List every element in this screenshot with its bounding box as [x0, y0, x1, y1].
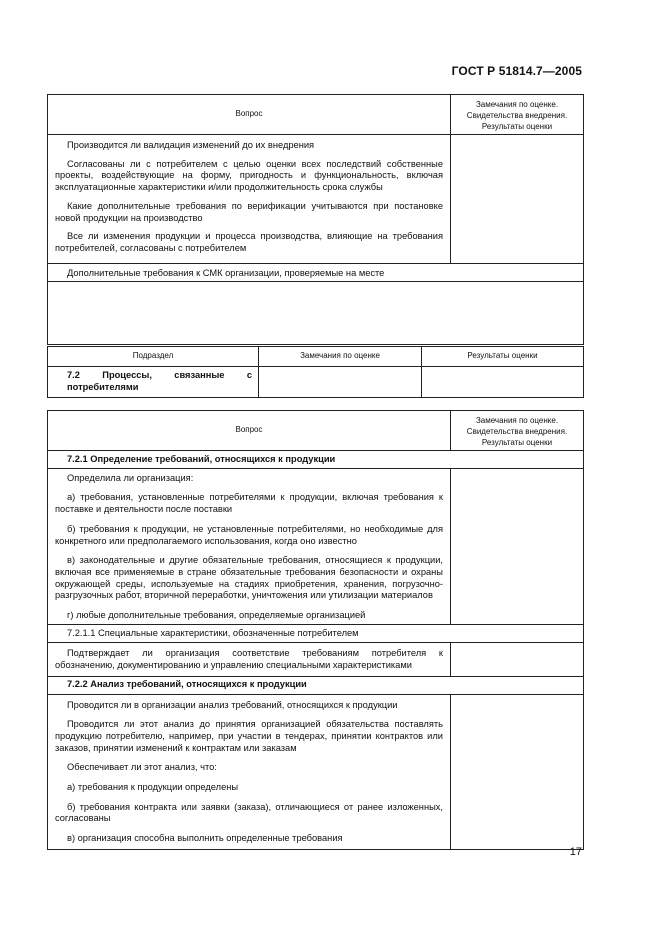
section-heading-7-2-1: 7.2.1 Определение требований, относящихся к продукции [48, 451, 584, 469]
section-heading-7-2-1-1: 7.2.1.1 Специальные характеристики, обозначенные потребителем [48, 624, 584, 643]
page-number: 17 [569, 846, 582, 858]
question-item: б) требования к продукции, не установленные потребителями, но необходимые для конкретного или предполагаемого использования, когда оно известно [55, 523, 443, 546]
question-item: Проводится ли в организации анализ требований, относящихся к продукции [67, 699, 398, 710]
question-item: б) требования контракта или заявки (заказа), отличающиеся от ранее изложенных, согласованы [55, 801, 443, 824]
questions-cell-7-2-1-1 [48, 643, 451, 676]
question-item: Согласованы ли с потребителем с целью оценки всех последствий собственные проекты, воздействующие на форму, пригодность и функциональность, включая эксплуатационные характеристики и/или продолжительность срока службы [55, 158, 443, 193]
column-header-remarks: Замечания по оценке. Свидетельства внедрения. Результаты оценки [451, 411, 584, 451]
column-header-remarks: Замечания по оценке. Свидетельства внедрения. Результаты оценки [451, 95, 584, 135]
question-item: Определила ли организация: [67, 472, 194, 483]
remarks-cell [451, 135, 584, 264]
question-item: г) любые дополнительные требования, определяемые организацией [67, 610, 366, 621]
section-heading-7-2-2: 7.2.2 Анализ требований, относящихся к продукции [48, 676, 584, 694]
question-item: а) требования к продукции определены [67, 782, 239, 793]
column-header-results: Результаты оценки [422, 347, 584, 367]
question-item: Все ли изменения продукции и процесса производства, влияющие на требования потребителей, согласованы с потребителем [55, 231, 443, 253]
subsection-table [47, 346, 584, 398]
column-header-question: Вопрос [48, 95, 451, 135]
question-item: а) требования, установленные потребителями к продукции, включая требования к поставке и деятельности после поставки [55, 492, 443, 515]
question-item: в) законодательные и другие обязательные требования, относящиеся к продукции, включая все применяемые в стране обязательные требования безопасности и охраны окружающей среды, используемые на стадиях приобретения, хранения, погрузочно-разгрузочных работ, вторичной переработки, уничтожения или утилизации материалов [55, 555, 443, 601]
column-header-remarks: Замечания по оценке [259, 347, 422, 367]
column-header-subsection: Подраздел [48, 347, 259, 367]
additional-requirements-blank [48, 282, 584, 345]
questions-cell-7-2-2 [48, 694, 451, 849]
document-standard-number: ГОСТ Р 51814.7—2005 [451, 64, 582, 78]
remarks-cell [451, 694, 584, 849]
additional-requirements-label: Дополнительные требования к СМК организации, проверяемые на месте [67, 267, 385, 278]
questions-cell-7-2-1 [48, 468, 451, 624]
questions-table-1 [47, 94, 584, 345]
questions-table-2 [47, 410, 584, 850]
question-item: Производится ли валидация изменений до их внедрения [67, 140, 315, 150]
column-header-question: Вопрос [48, 411, 451, 451]
remarks-cell [451, 643, 584, 676]
subsection-title: 7.2 Процессы, связанные с потребителями [48, 367, 259, 398]
remarks-cell [259, 367, 422, 398]
remarks-cell [451, 468, 584, 624]
question-item: Обеспечивает ли этот анализ, что: [67, 762, 217, 773]
question-item: в) организация способна выполнить определенные требования [67, 833, 343, 844]
questions-cell [48, 135, 451, 264]
question-item: Какие дополнительные требования по верификации учитываются при постановке новой продукции на производство [55, 200, 443, 223]
additional-requirements-cell [48, 263, 584, 282]
results-cell [422, 367, 584, 398]
question-item: Проводится ли этот анализ до принятия организацией обязательства поставлять продукцию потребителю, например, при участии в тендерах, принятии контрактов или заказов, принятии изменений к контрактам или заказам [55, 719, 443, 753]
question-item: Подтверждает ли организация соответствие требованиям потребителя к обозначению, документированию и управлению специальными характеристиками [55, 648, 443, 671]
